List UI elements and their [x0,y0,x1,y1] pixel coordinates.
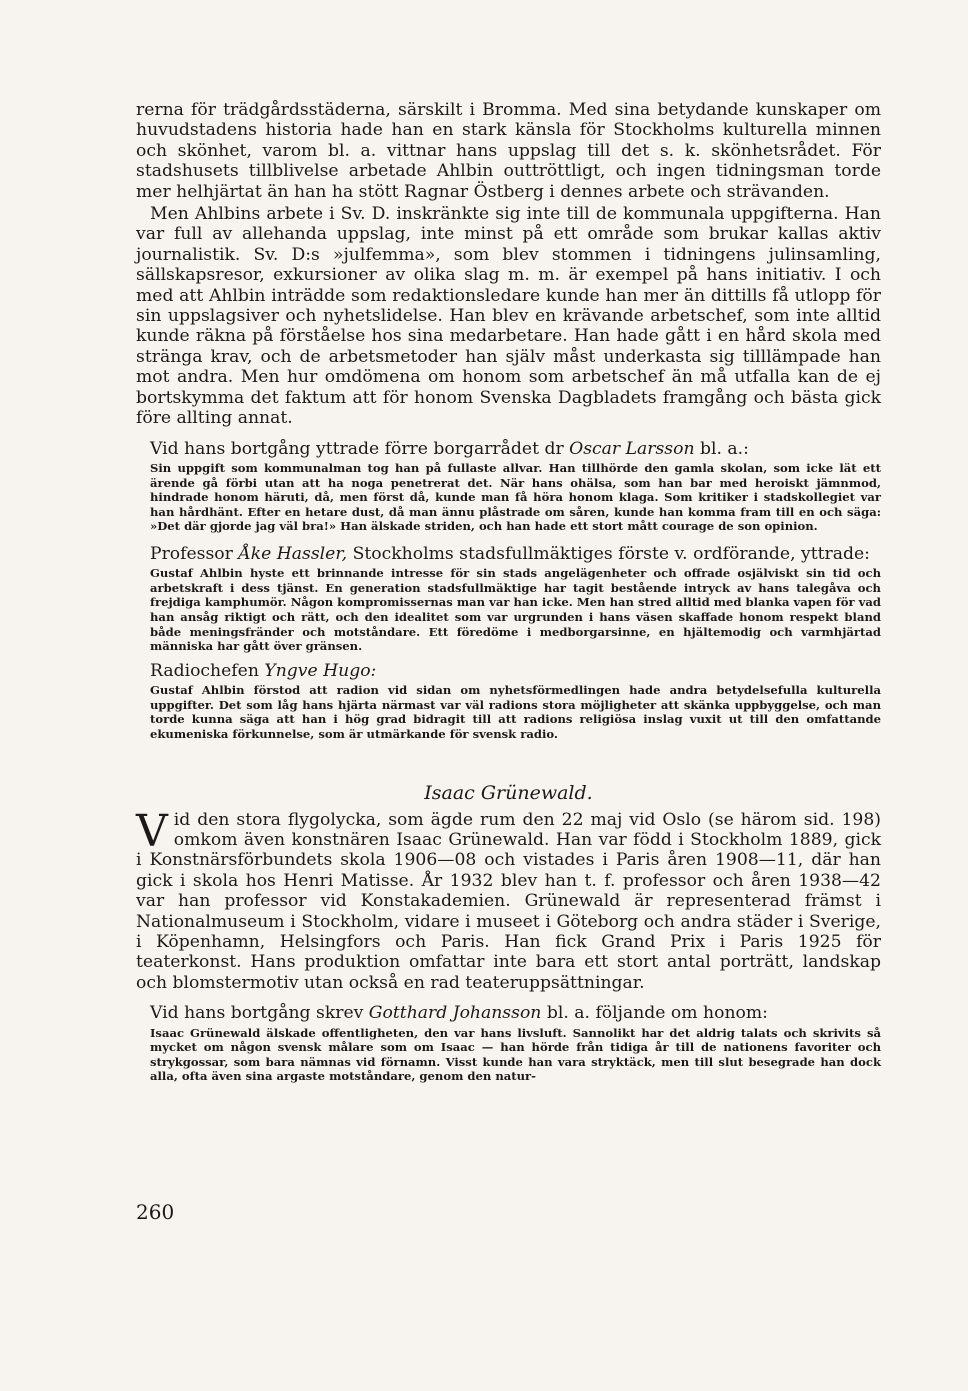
person-name: Yngve Hugo: [264,660,377,681]
quote-intro: Radiochefen Yngve Hugo: [150,660,377,681]
quote-intro: Professor Åke Hassler, Stockholms stadsfullmäktiges förste v. ordförande, yttrade: [150,543,870,564]
block-quote: Gustaf Ahlbin förstod att radion vid sidan om nyhetsförmedlingen hade andra betydelsefulla kulturella uppgifter. Det som låg hans hjärta närmast var väl radions stora möjligheter att skänka uppbyggelse, och man torde kunna säga att han i hög grad bidragit till att radions religiösa inslag vuxit ut till den omfattande ekumeniska förkunnelse, som är utmärkande för svensk radio. [150,683,881,742]
quote-intro: Vid hans bortgång yttrade förre borgarrådet dr Oscar Larsson bl. a.: [150,438,749,459]
page-number: 260 [136,1200,175,1224]
body-paragraph: Men Ahlbins arbete i Sv. D. inskränkte sig inte till de kommunala uppgifterna. Han var full av allehanda uppslag, inte minst på ett område som brukar kallas aktiv journalistik. Sv. D:s »julfemma», som blev stommen i tidningens julinsamling, sällskapsresor, exkursioner av olika slag m. m. är exempel på hans initiativ. I och med att Ahlbin inträdde som redaktionsledare kunde han mer än dittills få utlopp för sin uppslagsiver och nyhetslidelse. Han blev en krävande arbetschef, som inte alltid kunde räkna på förståelse hos sina medarbetare. Han hade gått i en hård skola med stränga krav, och de arbetsmetoder han själv måst underkasta sig tilllämpade han mot andra. Men hur omdömena om honom som arbetschef än må utfalla kan de ej bortskymma det faktum att för honom Svenska Dagbladets framgång och bästa gick före allting annat. [136,204,881,429]
body-paragraph: rerna för trädgårdsstäderna, särskilt i Bromma. Med sina betydande kunskaper om huvudstadens historia hade han en stark känsla för Stockholms kulturella minnen och skönhet, varom bl. a. vittnar hans uppslag till det s. k. skönhetsrådet. För stadshusets tillblivelse arbetade Ahlbin outtröttligt, och ingen tidningsman torde mer helhjärtat än han ha stött Ragnar Östberg i dennes arbete och strävanden. [136,100,881,202]
body-paragraph: Vid den stora flygolycka, som ägde rum den 22 maj vid Oslo (se härom sid. 198) omkom även konstnären Isaac Grünewald. Han var född i Stockholm 1889, gick i Konstnärsförbundets skola 1906—08 och vistades i Paris åren 1908—11, där han gick i skola hos Henri Matisse. År 1932 blev han t. f. professor och åren 1938—42 var han professor vid Konstakademien. Grünewald är representerad främst i Nationalmuseum i Stockholm, vidare i museet i Göteborg och andra städer i Sverige, i Köpenhamn, Helsingfors och Paris. Han fick Grand Prix i Paris 1925 för teaterkonst. Hans produktion omfattar inte bara ett stort antal porträtt, landskap och blomstermotiv utan också en rad teateruppsättningar. [136,805,881,993]
block-quote: Isaac Grünewald älskade offentligheten, den var hans livsluft. Sannolikt har det aldrig talats och skrivits så mycket om någon svensk målare som om Isaac — han hörde från tidiga år till de nationens favoriter och strykgossar, som bara nämnas vid förnamn. Visst kunde han vara stryktäck, men till slut besegrade han dock alla, ofta även sina argaste motståndare, genom den natur- [150,1025,881,1084]
block-quote: Sin uppgift som kommunalman tog han på fullaste allvar. Han tillhörde den gamla skolan, som icke lät ett ärende gå förbi utan att ha noga penetrerat det. När hans ohälsa, som han bar med heroiskt jämnmod, hindrade honom häruti, då, men först då, kunde man få höra honom klaga. Som kritiker i stadskollegiet var han hårdhänt. Efter en hetare dust, då man ännu plåstrade om såren, kunde han komma fram till en och säga: »Det där gjorde jag väl bra!» Han älskade striden, och han hade ett stort mått courage de son opinion. [150,460,881,534]
section-heading: Isaac Grünewald. [424,781,593,804]
quote-intro: Vid hans bortgång skrev Gotthard Johansson bl. a. följande om honom: [150,1003,768,1024]
person-name: Åke Hassler, [238,543,348,564]
block-quote: Gustaf Ahlbin hyste ett brinnande intresse för sin stads angelägenheter och offrade osjälviskt sin tid och arbetskraft i dess tjänst. En generation stadsfullmäktige har tagit bestående intryck av hans talegåva och frejdiga kamphumör. Någon kompromissernas man var han icke. Men han stred alltid med blanka vapen för vad han ansåg riktigt och rätt, och den idealitet som var urgrunden i hans väsen skaffade honom respekt bland både meningsfränder och motståndare. Ett föredöme i medborgarsinne, en hjältemodig och varmhjärtad människa har gått över gränsen. [150,566,881,654]
page-content [136,100,881,1084]
person-name: Gotthard Johansson [368,1003,542,1024]
person-name: Oscar Larsson [569,438,695,459]
